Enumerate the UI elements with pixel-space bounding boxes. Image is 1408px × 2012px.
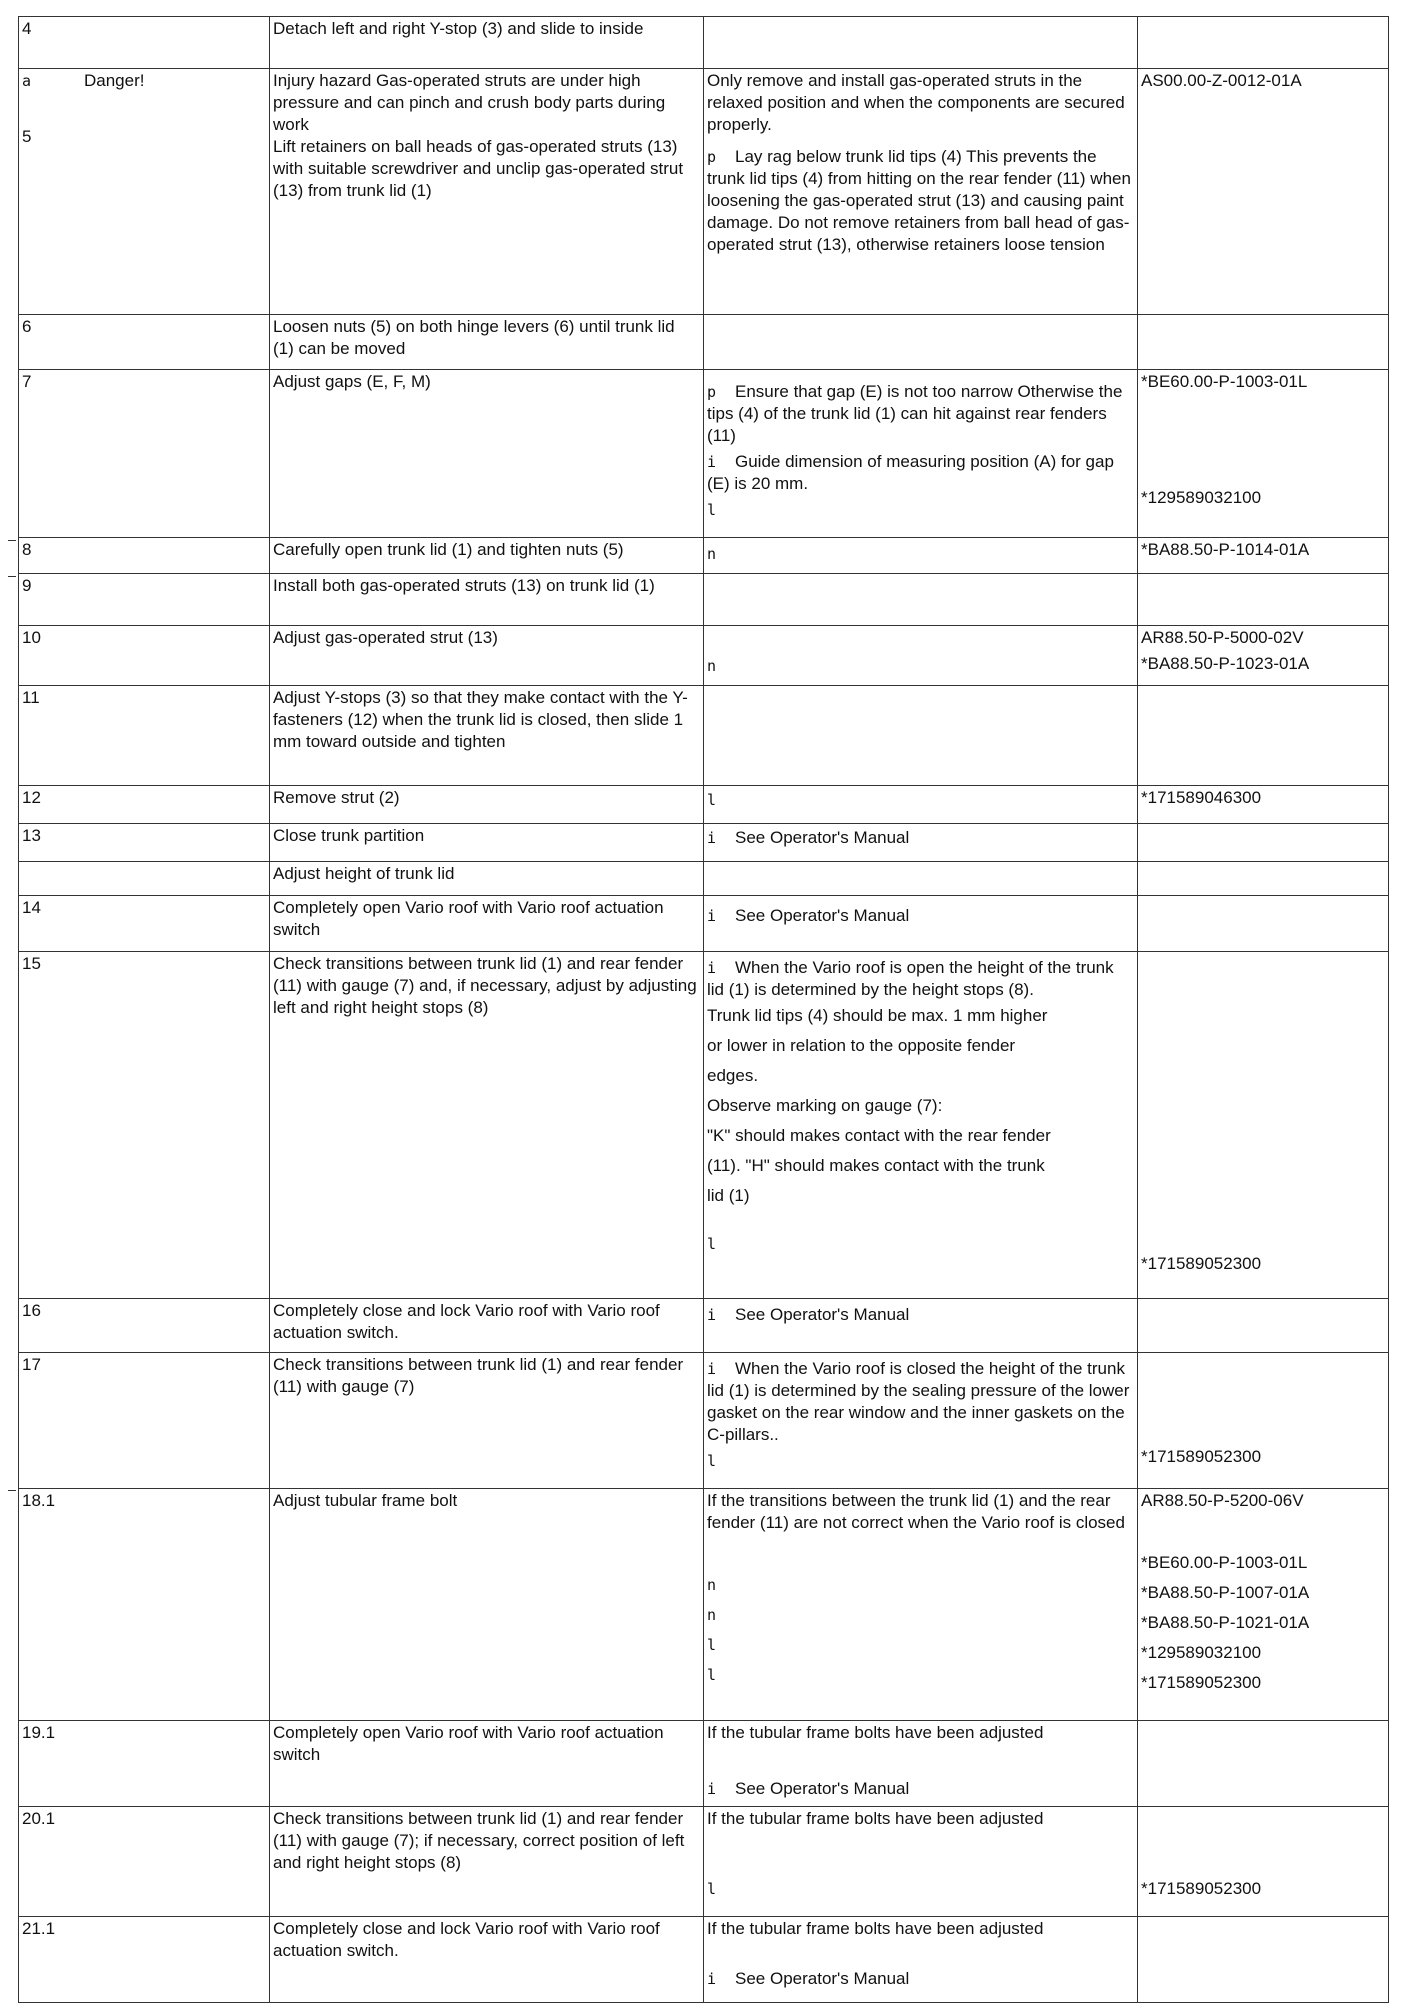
- notes-cell: [704, 1917, 1138, 2003]
- table-row: [19, 862, 1389, 896]
- note-symbol: i: [707, 453, 717, 471]
- table-row: [19, 1299, 1389, 1353]
- step-number: 19.1: [19, 1721, 270, 1807]
- refs-cell: [1138, 1489, 1389, 1721]
- action-text: Adjust gaps (E, F, M): [270, 370, 704, 538]
- table-row: [19, 1917, 1389, 2003]
- note-text: If the tubular frame bolts have been adjusted: [707, 1919, 1044, 1938]
- procedure-table: [18, 16, 1389, 2003]
- note-text: See Operator's Manual: [735, 1305, 910, 1324]
- action-text: Check transitions between trunk lid (1) and rear fender (11) with gauge (7); if necessary, correct position of left and right height stops (8): [270, 1807, 704, 1917]
- notes-cell: [704, 574, 1138, 626]
- danger-symbol: a: [22, 72, 32, 90]
- note-symbol: n: [707, 545, 717, 563]
- margin-tick: [8, 540, 16, 541]
- section-heading: Adjust height of trunk lid: [270, 862, 704, 896]
- note-text: See Operator's Manual: [735, 828, 910, 847]
- note-text: (11). "H" should makes contact with the trunk: [707, 1156, 1045, 1175]
- note-text: See Operator's Manual: [735, 1969, 910, 1988]
- note-symbol: l: [707, 1636, 717, 1654]
- ref-code: *129589032100: [1141, 488, 1262, 507]
- ref-code: *BA88.50-P-1023-01A: [1141, 654, 1310, 673]
- ref-code: *BE60.00-P-1003-01L: [1141, 372, 1308, 391]
- action-text: Install both gas-operated struts (13) on trunk lid (1): [270, 574, 704, 626]
- note-symbol: n: [707, 657, 717, 675]
- step-number: 14: [19, 896, 270, 952]
- note-text: lid (1): [707, 1186, 750, 1205]
- table-row: [19, 952, 1389, 1299]
- action-text: Adjust Y-stops (3) so that they make contact with the Y-fasteners (12) when the trunk lid is closed, then slide 1 mm toward outside and tighten: [270, 686, 704, 786]
- refs-cell: [1138, 538, 1389, 574]
- action-text: Completely close and lock Vario roof with Vario roof actuation switch.: [270, 1917, 704, 2003]
- action-text: Loosen nuts (5) on both hinge levers (6) until trunk lid (1) can be moved: [270, 315, 704, 370]
- notes-cell: [704, 952, 1138, 1299]
- note-text: If the transitions between the trunk lid (1) and the rear fender (11) are not correct when the Vario roof is closed: [707, 1491, 1125, 1532]
- notes-cell: [704, 315, 1138, 370]
- ref-code: *BE60.00-P-1003-01L: [1141, 1553, 1308, 1572]
- note-symbol: p: [707, 148, 717, 166]
- note-text: If the tubular frame bolts have been adjusted: [707, 1809, 1044, 1828]
- step-number: 17: [19, 1353, 270, 1489]
- note-text: When the Vario roof is open the height of the trunk lid (1) is determined by the height stops (8).: [707, 958, 1114, 999]
- refs-cell: [1138, 1353, 1389, 1489]
- note-text: See Operator's Manual: [735, 906, 910, 925]
- action-text: Close trunk partition: [270, 824, 704, 862]
- sub-action-text: Lift retainers on ball heads of gas-operated struts (13) with suitable screwdriver and unclip gas-operated strut (13) from trunk lid (1): [273, 137, 684, 200]
- note-symbol: l: [707, 1880, 717, 1898]
- note-text: Lay rag below trunk lid tips (4) This prevents the trunk lid tips (4) from hitting on the rear fender (11) when loosening the gas-operated strut (13) and causing paint damage. Do not remove retainers from ball head of gas-operated strut (13), otherwise retainers loose tension: [707, 147, 1131, 254]
- table-row: [19, 370, 1389, 538]
- danger-label: Danger!: [84, 71, 145, 90]
- ref-code: *171589052300: [1141, 1879, 1262, 1898]
- refs-cell: [1138, 17, 1389, 69]
- note-text: When the Vario roof is closed the height of the trunk lid (1) is determined by the sealing pressure of the lower gasket on the rear window and the inner gaskets on the C-pillars..: [707, 1359, 1130, 1444]
- refs-cell: [1138, 626, 1389, 686]
- refs-cell: [1138, 69, 1389, 315]
- step-number: [19, 862, 270, 896]
- refs-cell: [1138, 824, 1389, 862]
- note-symbol: n: [707, 1606, 717, 1624]
- table-row: [19, 686, 1389, 786]
- ref-code: *129589032100: [1141, 1643, 1262, 1662]
- ref-code: *BA88.50-P-1014-01A: [1141, 540, 1310, 559]
- step-number: 8: [19, 538, 270, 574]
- table-row: [19, 1353, 1389, 1489]
- notes-cell: [704, 824, 1138, 862]
- refs-cell: [1138, 370, 1389, 538]
- table-row: [19, 626, 1389, 686]
- refs-cell: [1138, 1721, 1389, 1807]
- action-text: Carefully open trunk lid (1) and tighten nuts (5): [270, 538, 704, 574]
- sub-step-number: 5: [22, 127, 32, 146]
- notes-cell: [704, 896, 1138, 952]
- refs-cell: [1138, 686, 1389, 786]
- table-row: [19, 69, 1389, 315]
- step-number: 21.1: [19, 1917, 270, 2003]
- note-symbol: l: [707, 791, 717, 809]
- notes-cell: [704, 17, 1138, 69]
- step-number: 7: [19, 370, 270, 538]
- table-row: [19, 1807, 1389, 1917]
- refs-cell: [1138, 786, 1389, 824]
- refs-cell: [1138, 1807, 1389, 1917]
- note-text: Trunk lid tips (4) should be max. 1 mm higher: [707, 1006, 1048, 1025]
- notes-cell: [704, 862, 1138, 896]
- notes-cell: [704, 1807, 1138, 1917]
- margin-tick: [8, 576, 16, 577]
- ref-code: *171589052300: [1141, 1447, 1262, 1466]
- step-number: 20.1: [19, 1807, 270, 1917]
- action-text: Completely open Vario roof with Vario roof actuation switch: [270, 896, 704, 952]
- step-number: 11: [19, 686, 270, 786]
- action-text: Detach left and right Y-stop (3) and slide to inside: [270, 17, 704, 69]
- refs-cell: [1138, 315, 1389, 370]
- note-symbol: i: [707, 959, 717, 977]
- note-text: Ensure that gap (E) is not too narrow Otherwise the tips (4) of the trunk lid (1) can hit against rear fenders (11): [707, 382, 1123, 445]
- note-symbol: i: [707, 1780, 717, 1798]
- step-number: 6: [19, 315, 270, 370]
- notes-cell: [704, 69, 1138, 315]
- notes-cell: [704, 370, 1138, 538]
- ref-code: *BA88.50-P-1021-01A: [1141, 1613, 1310, 1632]
- table-row: [19, 17, 1389, 69]
- note-symbol: l: [707, 501, 717, 519]
- note-text: See Operator's Manual: [735, 1779, 910, 1798]
- notes-cell: [704, 626, 1138, 686]
- table-row: [19, 1721, 1389, 1807]
- notes-cell: [704, 538, 1138, 574]
- refs-cell: [1138, 574, 1389, 626]
- note-text: or lower in relation to the opposite fender: [707, 1036, 1016, 1055]
- table-row: [19, 786, 1389, 824]
- ref-code: *BA88.50-P-1007-01A: [1141, 1583, 1310, 1602]
- action-text: Adjust tubular frame bolt: [270, 1489, 704, 1721]
- step-number: 18.1: [19, 1489, 270, 1721]
- step-number: 12: [19, 786, 270, 824]
- step-number: 9: [19, 574, 270, 626]
- note-text: "K" should makes contact with the rear fender: [707, 1126, 1051, 1145]
- table-row: [19, 574, 1389, 626]
- note-symbol: l: [707, 1452, 717, 1470]
- refs-cell: [1138, 862, 1389, 896]
- ref-code: *171589046300: [1141, 788, 1262, 807]
- notes-cell: [704, 1721, 1138, 1807]
- action-text: Check transitions between trunk lid (1) and rear fender (11) with gauge (7) and, if necessary, adjust by adjusting left and right height stops (8): [270, 952, 704, 1299]
- ref-code: AS00.00-Z-0012-01A: [1141, 71, 1302, 90]
- ref-code: *171589052300: [1141, 1673, 1262, 1692]
- note-symbol: i: [707, 829, 717, 847]
- ref-code: AR88.50-P-5200-06V: [1141, 1491, 1304, 1510]
- step-number: 13: [19, 824, 270, 862]
- note-text: Guide dimension of measuring position (A) for gap (E) is 20 mm.: [707, 452, 1114, 493]
- notes-cell: [704, 1353, 1138, 1489]
- table-row: [19, 1489, 1389, 1721]
- refs-cell: [1138, 952, 1389, 1299]
- notes-cell: [704, 1489, 1138, 1721]
- notes-cell: [704, 1299, 1138, 1353]
- action-text: Injury hazard Gas-operated struts are under high pressure and can pinch and crush body parts during work Lift retainers on ball heads of gas-operated struts (13) with suitable screwdriver and unclip gas-operated strut (13) from trunk lid (1): [270, 69, 704, 315]
- margin-tick: [8, 1490, 16, 1491]
- note-symbol: n: [707, 1576, 717, 1594]
- action-text: Adjust gas-operated strut (13): [270, 626, 704, 686]
- note-symbol: i: [707, 1970, 717, 1988]
- refs-cell: [1138, 896, 1389, 952]
- table-row: [19, 896, 1389, 952]
- ref-code: AR88.50-P-5000-02V: [1141, 628, 1304, 647]
- note-text: Only remove and install gas-operated struts in the relaxed position and when the components are secured properly.: [707, 71, 1125, 134]
- refs-cell: [1138, 1917, 1389, 2003]
- step-number: 10: [19, 626, 270, 686]
- action-text: Remove strut (2): [270, 786, 704, 824]
- action-text: Completely open Vario roof with Vario roof actuation switch: [270, 1721, 704, 1807]
- note-symbol: l: [707, 1235, 717, 1253]
- notes-cell: [704, 786, 1138, 824]
- note-text: Observe marking on gauge (7):: [707, 1096, 943, 1115]
- table-row: [19, 538, 1389, 574]
- action-text: Completely close and lock Vario roof with Vario roof actuation switch.: [270, 1299, 704, 1353]
- step-number: 4: [19, 17, 270, 69]
- note-symbol: p: [707, 383, 717, 401]
- step-number: 15: [19, 952, 270, 1299]
- note-text: If the tubular frame bolts have been adjusted: [707, 1723, 1044, 1742]
- note-text: edges.: [707, 1066, 759, 1085]
- ref-code: *171589052300: [1141, 1254, 1262, 1273]
- note-symbol: i: [707, 907, 717, 925]
- note-symbol: l: [707, 1666, 717, 1684]
- table-row: [19, 824, 1389, 862]
- refs-cell: [1138, 1299, 1389, 1353]
- note-symbol: i: [707, 1306, 717, 1324]
- notes-cell: [704, 686, 1138, 786]
- action-text: Check transitions between trunk lid (1) and rear fender (11) with gauge (7): [270, 1353, 704, 1489]
- step-number: 16: [19, 1299, 270, 1353]
- step-number: [19, 69, 270, 315]
- table-row: [19, 315, 1389, 370]
- note-symbol: i: [707, 1360, 717, 1378]
